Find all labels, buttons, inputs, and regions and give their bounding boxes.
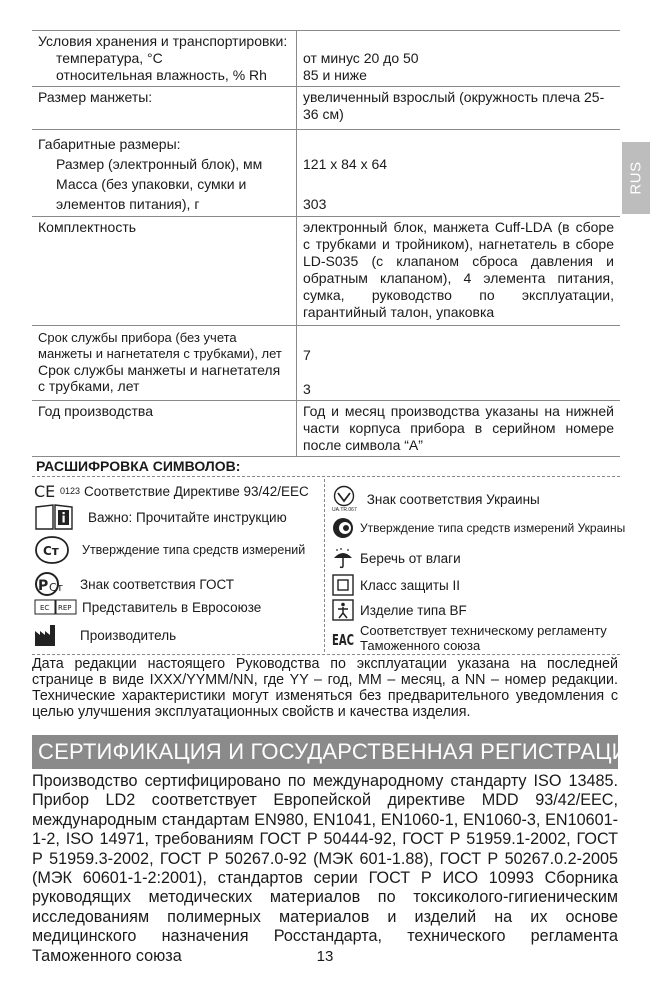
- language-tab: [622, 142, 650, 214]
- spec-row-production-year: [32, 401, 620, 457]
- ce-notified-body: 0123: [60, 486, 81, 496]
- spec-value-cell: [297, 31, 621, 87]
- symbols-heading: РАСШИФРОВКА СИМВОЛОВ:: [36, 458, 241, 474]
- read-instructions-icon: [34, 503, 74, 531]
- spec-value: 7: [303, 347, 311, 363]
- ukraine-conformity-code: UA.TR.067: [332, 507, 357, 513]
- spec-value: электронный блок, манжета Cuff-LDA (в сборе с трубками и тройником), нагнетатель в сборе LD-S035 (с клапаном сброса давления и обратным клапаном), 4 элемента питания, сумка, руководство по эксплуатации, гарантийный талон, упаковка: [303, 219, 614, 320]
- spec-value: 303: [303, 196, 327, 212]
- symbol-label: Знак соответствия Украины: [366, 491, 540, 507]
- symbol-label: Представитель в Евросоюзе: [82, 599, 262, 615]
- spec-value-cell: [297, 217, 621, 326]
- ce-mark-icon: [34, 483, 58, 499]
- spec-value: 3: [303, 381, 311, 397]
- symbol-read-instructions: [34, 503, 287, 531]
- spec-label: Срок службы прибора (без учета манжеты и нагнетателя с трубками), лет: [38, 330, 282, 361]
- spec-label: Год производства: [38, 403, 153, 419]
- symbol-label: Изделие типа BF: [360, 602, 467, 618]
- type-bf-icon: [332, 599, 354, 621]
- spec-label-cell: [32, 326, 297, 401]
- spec-value: Год и месяц производства указаны на нижней части корпуса прибора в серийном номере после символа “A”: [303, 403, 614, 453]
- spec-row-storage: [32, 31, 620, 87]
- spec-value: увеличенный взрослый (окружность плеча 25-36 см): [303, 89, 605, 122]
- spec-row-dimensions: [32, 130, 620, 217]
- manufacturer-icon: [34, 623, 56, 647]
- symbol-gost: [34, 571, 234, 597]
- symbol-label: Утверждение типа средств измерений Украины: [360, 521, 626, 535]
- symbol-label: Класс защиты II: [360, 577, 460, 593]
- spec-label-cell: [32, 31, 297, 87]
- spec-label: Размер манжеты:: [38, 89, 153, 105]
- svg-text:Ст: Ст: [43, 544, 59, 558]
- svg-text:REP: REP: [58, 604, 72, 612]
- spec-row-cuff: [32, 87, 620, 130]
- certification-heading: СЕРТИФИКАЦИЯ И ГОСУДАРСТВЕННАЯ РЕГИСТРАЦИЯ: [38, 739, 644, 764]
- spec-label: относительная влажность, % Rh: [56, 67, 267, 83]
- spec-value: 85 и ниже: [303, 67, 367, 83]
- class-ii-icon: [332, 574, 354, 596]
- symbol-label: Соответствие Директиве 93/42/EEC: [84, 483, 309, 499]
- spec-row-kit: [32, 217, 620, 326]
- svg-text:Р: Р: [38, 578, 49, 594]
- symbol-type-bf: [332, 599, 467, 621]
- spec-label: температура, °C: [56, 50, 163, 66]
- measurement-approval-icon: [34, 535, 70, 565]
- symbol-ce: [34, 483, 309, 499]
- spec-label-cell: [32, 87, 297, 130]
- gost-mark-icon: [34, 571, 66, 597]
- spec-value-cell: [297, 130, 621, 217]
- spec-label-cell: [32, 130, 297, 217]
- svg-text:Ст: Ст: [49, 581, 64, 594]
- ec-rep-icon: [34, 599, 78, 615]
- svg-text:EC: EC: [40, 604, 50, 612]
- spec-value: от минус 20 до 50: [303, 50, 419, 66]
- symbol-ec-rep: [34, 599, 261, 615]
- svg-text:EAC: EAC: [332, 631, 354, 649]
- spec-label: Размер (электронный блок), мм: [56, 156, 263, 172]
- symbol-label: Утверждение типа средств измерений: [82, 543, 306, 557]
- spec-value-cell: [297, 87, 621, 130]
- certification-text: Производство сертифицировано по международному стандарту ISO 13485. Прибор LD2 соответствует Европейской директиве MDD 93/42/EEC, международным стандартам EN980, EN1041, EN1060-1, EN1060-3, EN10601-1-2, ISO 14971, требованиям ГОСТ Р 50444-92, ГОСТ Р 51959.1-2002, ГОСТ Р 51959.3-2002, ГОСТ Р 50267.0-92 (МЭК 601-1.88), ГОСТ Р 50267.0.2-2005 (МЭК 60601-1-2:2001), стандартов серии ГОСТ Р ИСО 10993 Сборника руководящих методических материалов по токсиколого-гигиеническим исследованиям полимерных материалов и изделий на их основе медицинского назначения Росстандарта, технического регламента Таможенного союза: [32, 772, 618, 965]
- spec-value-cell: [297, 401, 621, 457]
- ukraine-measurement-icon: [332, 517, 354, 539]
- spec-label: Условия хранения и транспортировки:: [38, 33, 288, 49]
- spec-label: элементов питания), г: [56, 196, 200, 212]
- symbol-measurement-approval: [34, 535, 305, 565]
- spec-label: Срок службы манжеты и нагнетателя с трубками, лет: [38, 362, 281, 394]
- edition-note: Дата редакции настоящего Руководства по эксплуатации указана на последней странице в виде IXXX/YYMM/NN, где YY – год, MM – месяц, а NN – номер редакции. Технические характеристики могут изменяться без предварительного уведомления с целью улучшения эксплуатационных свойств и качества изделия.: [32, 656, 618, 720]
- symbol-keep-dry: [332, 547, 461, 569]
- specifications-table: [32, 30, 620, 457]
- symbol-label: Знак соответствия ГОСТ: [80, 576, 234, 592]
- spec-label-cell: [32, 401, 297, 457]
- umbrella-icon: [332, 547, 354, 569]
- ukraine-conformity-icon: [332, 485, 357, 513]
- symbol-label: Производитель: [80, 627, 177, 643]
- symbol-label: Беречь от влаги: [360, 550, 461, 566]
- spec-label-cell: [32, 217, 297, 326]
- spec-label: Масса (без упаковки, сумки и: [56, 176, 247, 192]
- spec-label: Комплектность: [38, 219, 137, 235]
- symbol-label: Соответствует техническому регламенту Таможенного союза: [360, 623, 607, 653]
- symbols-legend: [32, 476, 626, 655]
- symbol-ukraine-measurement: [332, 517, 625, 539]
- spec-value-cell: [297, 326, 621, 401]
- svg-text:CE: CE: [34, 482, 56, 501]
- page-number: 13: [316, 948, 334, 965]
- symbol-eac: [332, 623, 622, 653]
- certification-heading-bar: [32, 735, 644, 769]
- symbol-class-ii: [332, 574, 460, 596]
- spec-label: Габаритные размеры:: [38, 136, 181, 152]
- spec-value: 121 х 84 х 64: [303, 156, 388, 172]
- eac-icon: [332, 627, 354, 649]
- spec-row-service-life: [32, 326, 620, 401]
- symbol-ukraine-conformity: [332, 485, 540, 513]
- symbol-label: Важно: Прочитайте инструкцию: [88, 509, 287, 525]
- symbol-manufacturer: [34, 623, 176, 647]
- language-tab-label: RUS: [627, 161, 645, 195]
